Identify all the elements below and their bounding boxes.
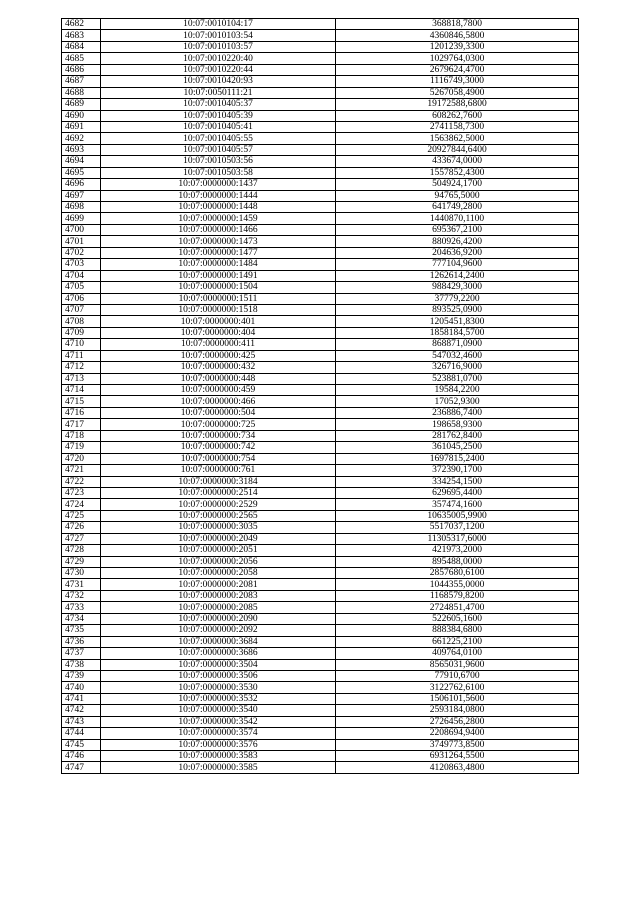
cadastral-value-cell: 661225,2100 — [336, 636, 579, 647]
cadastral-value-cell: 10635005,9900 — [336, 510, 579, 521]
row-number-cell: 4683 — [62, 30, 101, 41]
row-number-cell: 4694 — [62, 156, 101, 167]
cadastral-number-cell: 10:07:0000000:2056 — [101, 556, 336, 567]
cadastral-number-cell: 10:07:0000000:504 — [101, 407, 336, 418]
row-number-cell: 4742 — [62, 705, 101, 716]
row-number-cell: 4723 — [62, 487, 101, 498]
row-number-cell: 4696 — [62, 179, 101, 190]
row-number-cell: 4690 — [62, 110, 101, 121]
cadastral-value-cell: 11305317,6000 — [336, 533, 579, 544]
row-number-cell: 4692 — [62, 133, 101, 144]
table-row — [62, 510, 579, 521]
cadastral-number-cell: 10:07:0000000:2090 — [101, 613, 336, 624]
row-number-cell: 4684 — [62, 41, 101, 52]
cadastral-number-cell: 10:07:0000000:1448 — [101, 202, 336, 213]
table-row — [62, 213, 579, 224]
table-row — [62, 396, 579, 407]
cadastral-value-cell: 4120863,4800 — [336, 762, 579, 773]
cadastral-number-cell: 10:07:0010420:93 — [101, 76, 336, 87]
row-number-cell: 4688 — [62, 87, 101, 98]
table-row — [62, 167, 579, 178]
cadastral-number-cell: 10:07:0000000:2514 — [101, 487, 336, 498]
table-row — [62, 590, 579, 601]
cadastral-value-cell: 1116749,3000 — [336, 76, 579, 87]
row-number-cell: 4708 — [62, 316, 101, 327]
cadastral-value-cell: 608262,7600 — [336, 110, 579, 121]
cadastral-number-cell: 10:07:0010104:17 — [101, 19, 336, 30]
cadastral-value-cell: 3122762,6100 — [336, 682, 579, 693]
row-number-cell: 4734 — [62, 613, 101, 624]
cadastral-number-cell: 10:07:0000000:1444 — [101, 190, 336, 201]
cadastral-value-cell: 2593184,0800 — [336, 705, 579, 716]
row-number-cell: 4710 — [62, 339, 101, 350]
cadastral-value-cell: 5517037,1200 — [336, 522, 579, 533]
table-body — [62, 19, 579, 774]
table-row — [62, 19, 579, 30]
table-row — [62, 385, 579, 396]
table-row — [62, 156, 579, 167]
table-row — [62, 373, 579, 384]
table-row — [62, 224, 579, 235]
row-number-cell: 4719 — [62, 442, 101, 453]
cadastral-value-cell: 19172588,6800 — [336, 99, 579, 110]
table-row — [62, 282, 579, 293]
cadastral-number-cell: 10:07:0000000:1473 — [101, 236, 336, 247]
cadastral-number-cell: 10:07:0000000:411 — [101, 339, 336, 350]
cadastral-number-cell: 10:07:0010405:37 — [101, 99, 336, 110]
cadastral-value-cell: 523881,0700 — [336, 373, 579, 384]
row-number-cell: 4739 — [62, 670, 101, 681]
cadastral-value-cell: 1262614,2400 — [336, 270, 579, 281]
table-row — [62, 602, 579, 613]
cadastral-number-cell: 10:07:0000000:725 — [101, 419, 336, 430]
cadastral-number-cell: 10:07:0000000:2092 — [101, 625, 336, 636]
row-number-cell: 4718 — [62, 430, 101, 441]
cadastral-number-cell: 10:07:0000000:3574 — [101, 728, 336, 739]
cadastral-value-cell: 3749773,8500 — [336, 739, 579, 750]
row-number-cell: 4743 — [62, 716, 101, 727]
cadastral-value-cell: 204636,9200 — [336, 247, 579, 258]
cadastral-number-cell: 10:07:0000000:401 — [101, 316, 336, 327]
table-row — [62, 670, 579, 681]
cadastral-value-cell: 888384,6800 — [336, 625, 579, 636]
cadastral-number-cell: 10:07:0000000:466 — [101, 396, 336, 407]
row-number-cell: 4733 — [62, 602, 101, 613]
row-number-cell: 4691 — [62, 121, 101, 132]
cadastral-number-cell: 10:07:0000000:448 — [101, 373, 336, 384]
cadastral-number-cell: 10:07:0000000:761 — [101, 465, 336, 476]
row-number-cell: 4724 — [62, 499, 101, 510]
cadastral-number-cell: 10:07:0000000:2058 — [101, 568, 336, 579]
cadastral-value-cell: 2208694,9400 — [336, 728, 579, 739]
row-number-cell: 4703 — [62, 259, 101, 270]
cadastral-number-cell: 10:07:0010220:44 — [101, 64, 336, 75]
cadastral-value-cell: 94765,5000 — [336, 190, 579, 201]
cadastral-value-cell: 868871,0900 — [336, 339, 579, 350]
cadastral-number-cell: 10:07:0000000:1459 — [101, 213, 336, 224]
row-number-cell: 4728 — [62, 545, 101, 556]
cadastral-number-cell: 10:07:0010103:57 — [101, 41, 336, 52]
row-number-cell: 4730 — [62, 568, 101, 579]
table-row — [62, 316, 579, 327]
table-row — [62, 190, 579, 201]
table-row — [62, 625, 579, 636]
table-row — [62, 259, 579, 270]
cadastral-number-cell: 10:07:0000000:3686 — [101, 648, 336, 659]
cadastral-number-cell: 10:07:0000000:1518 — [101, 304, 336, 315]
table-row — [62, 87, 579, 98]
row-number-cell: 4700 — [62, 224, 101, 235]
table-row — [62, 568, 579, 579]
table-row — [62, 728, 579, 739]
cadastral-number-cell: 10:07:0000000:3532 — [101, 693, 336, 704]
cadastral-value-cell: 1029764,0300 — [336, 53, 579, 64]
table-row — [62, 339, 579, 350]
cadastral-value-cell: 1168579,8200 — [336, 590, 579, 601]
table-row — [62, 659, 579, 670]
table-row — [62, 636, 579, 647]
table-row — [62, 453, 579, 464]
cadastral-number-cell: 10:07:0050111:21 — [101, 87, 336, 98]
cadastral-number-cell: 10:07:0000000:1491 — [101, 270, 336, 281]
cadastral-number-cell: 10:07:0010220:40 — [101, 53, 336, 64]
cadastral-number-cell: 10:07:0000000:1511 — [101, 293, 336, 304]
row-number-cell: 4727 — [62, 533, 101, 544]
row-number-cell: 4738 — [62, 659, 101, 670]
cadastral-number-cell: 10:07:0000000:3585 — [101, 762, 336, 773]
table-row — [62, 545, 579, 556]
cadastral-value-cell: 895488,0000 — [336, 556, 579, 567]
table-row — [62, 419, 579, 430]
cadastral-value-cell: 629695,4400 — [336, 487, 579, 498]
cadastral-value-cell: 77910,6700 — [336, 670, 579, 681]
cadastral-value-cell: 2741158,7300 — [336, 121, 579, 132]
cadastral-number-cell: 10:07:0000000:2529 — [101, 499, 336, 510]
cadastral-value-cell: 19584,2200 — [336, 385, 579, 396]
row-number-cell: 4705 — [62, 282, 101, 293]
row-number-cell: 4717 — [62, 419, 101, 430]
table-row — [62, 705, 579, 716]
cadastral-number-cell: 10:07:0000000:1484 — [101, 259, 336, 270]
cadastral-number-cell: 10:07:0000000:404 — [101, 327, 336, 338]
cadastral-value-cell: 421973,2000 — [336, 545, 579, 556]
row-number-cell: 4737 — [62, 648, 101, 659]
cadastral-value-cell: 372390,1700 — [336, 465, 579, 476]
table-row — [62, 247, 579, 258]
cadastral-value-cell: 2679624,4700 — [336, 64, 579, 75]
table-row — [62, 144, 579, 155]
cadastral-number-cell: 10:07:0000000:3576 — [101, 739, 336, 750]
cadastral-number-cell: 10:07:0000000:432 — [101, 362, 336, 373]
table-row — [62, 476, 579, 487]
row-number-cell: 4702 — [62, 247, 101, 258]
cadastral-number-cell: 10:07:0000000:459 — [101, 385, 336, 396]
table-row — [62, 64, 579, 75]
cadastral-value-cell: 8565031,9600 — [336, 659, 579, 670]
cadastral-value-cell: 37779,2200 — [336, 293, 579, 304]
cadastral-value-cell: 1563862,5000 — [336, 133, 579, 144]
cadastral-value-cell: 1205451,8300 — [336, 316, 579, 327]
cadastral-value-cell: 880926,4200 — [336, 236, 579, 247]
table-row — [62, 739, 579, 750]
cadastral-number-cell: 10:07:0000000:734 — [101, 430, 336, 441]
row-number-cell: 4714 — [62, 385, 101, 396]
table-row — [62, 362, 579, 373]
table-row — [62, 613, 579, 624]
cadastral-value-cell: 522605,1600 — [336, 613, 579, 624]
cadastral-number-cell: 10:07:0000000:754 — [101, 453, 336, 464]
cadastral-value-cell: 893525,0900 — [336, 304, 579, 315]
cadastral-value-cell: 1697815,2400 — [336, 453, 579, 464]
cadastral-value-cell: 2857680,6100 — [336, 568, 579, 579]
table-row — [62, 304, 579, 315]
cadastral-number-cell: 10:07:0000000:3184 — [101, 476, 336, 487]
row-number-cell: 4720 — [62, 453, 101, 464]
row-number-cell: 4740 — [62, 682, 101, 693]
cadastral-value-cell: 236886,7400 — [336, 407, 579, 418]
cadastral-number-cell: 10:07:0000000:1504 — [101, 282, 336, 293]
cadastral-number-cell: 10:07:0010405:55 — [101, 133, 336, 144]
table-row — [62, 270, 579, 281]
cadastral-value-cell: 433674,0000 — [336, 156, 579, 167]
table-row — [62, 693, 579, 704]
table-row — [62, 499, 579, 510]
table-row — [62, 76, 579, 87]
row-number-cell: 4711 — [62, 350, 101, 361]
cadastral-value-cell: 2726456,2800 — [336, 716, 579, 727]
cadastral-value-cell: 334254,1500 — [336, 476, 579, 487]
cadastral-value-cell: 198658,9300 — [336, 419, 579, 430]
cadastral-number-cell: 10:07:0010103:54 — [101, 30, 336, 41]
cadastral-value-cell: 1858184,5700 — [336, 327, 579, 338]
cadastral-number-cell: 10:07:0000000:2565 — [101, 510, 336, 521]
row-number-cell: 4695 — [62, 167, 101, 178]
row-number-cell: 4732 — [62, 590, 101, 601]
row-number-cell: 4729 — [62, 556, 101, 567]
row-number-cell: 4697 — [62, 190, 101, 201]
row-number-cell: 4731 — [62, 579, 101, 590]
cadastral-number-cell: 10:07:0000000:3583 — [101, 751, 336, 762]
cadastral-value-cell: 2724851,4700 — [336, 602, 579, 613]
cadastral-number-cell: 10:07:0010405:57 — [101, 144, 336, 155]
row-number-cell: 4707 — [62, 304, 101, 315]
table-row — [62, 648, 579, 659]
cadastral-value-cell: 357474,1600 — [336, 499, 579, 510]
row-number-cell: 4736 — [62, 636, 101, 647]
cadastral-value-cell: 326716,9000 — [336, 362, 579, 373]
table-row — [62, 430, 579, 441]
row-number-cell: 4744 — [62, 728, 101, 739]
cadastral-number-cell: 10:07:0000000:3504 — [101, 659, 336, 670]
table-row — [62, 751, 579, 762]
cadastral-value-cell: 1506101,5600 — [336, 693, 579, 704]
row-number-cell: 4701 — [62, 236, 101, 247]
cadastral-number-cell: 10:07:0000000:1477 — [101, 247, 336, 258]
table-row — [62, 579, 579, 590]
cadastral-value-cell: 1557852,4300 — [336, 167, 579, 178]
cadastral-value-cell: 17052,9300 — [336, 396, 579, 407]
cadastral-number-cell: 10:07:0000000:2049 — [101, 533, 336, 544]
cadastral-value-cell: 641749,2800 — [336, 202, 579, 213]
row-number-cell: 4704 — [62, 270, 101, 281]
table-row — [62, 762, 579, 773]
table-row — [62, 533, 579, 544]
row-number-cell: 4746 — [62, 751, 101, 762]
table-row — [62, 556, 579, 567]
row-number-cell: 4689 — [62, 99, 101, 110]
table-row — [62, 30, 579, 41]
row-number-cell: 4685 — [62, 53, 101, 64]
row-number-cell: 4698 — [62, 202, 101, 213]
cadastral-number-cell: 10:07:0000000:1466 — [101, 224, 336, 235]
cadastral-number-cell: 10:07:0010405:41 — [101, 121, 336, 132]
row-number-cell: 4721 — [62, 465, 101, 476]
cadastral-number-cell: 10:07:0010405:39 — [101, 110, 336, 121]
row-number-cell: 4735 — [62, 625, 101, 636]
row-number-cell: 4741 — [62, 693, 101, 704]
cadastral-value-cell: 281762,8400 — [336, 430, 579, 441]
table-row — [62, 133, 579, 144]
row-number-cell: 4693 — [62, 144, 101, 155]
cadastral-number-cell: 10:07:0000000:3540 — [101, 705, 336, 716]
cadastral-number-cell: 10:07:0000000:2085 — [101, 602, 336, 613]
row-number-cell: 4712 — [62, 362, 101, 373]
cadastral-value-cell: 20927844,6400 — [336, 144, 579, 155]
table-row — [62, 522, 579, 533]
cadastral-number-cell: 10:07:0000000:3684 — [101, 636, 336, 647]
table-row — [62, 350, 579, 361]
cadastral-value-cell: 1044355,0000 — [336, 579, 579, 590]
table-row — [62, 202, 579, 213]
cadastral-number-cell: 10:07:0000000:425 — [101, 350, 336, 361]
row-number-cell: 4725 — [62, 510, 101, 521]
table-row — [62, 99, 579, 110]
row-number-cell: 4686 — [62, 64, 101, 75]
table-row — [62, 442, 579, 453]
table-row — [62, 327, 579, 338]
cadastral-value-cell: 4360846,5800 — [336, 30, 579, 41]
row-number-cell: 4706 — [62, 293, 101, 304]
cadastral-value-cell: 368818,7800 — [336, 19, 579, 30]
cadastral-number-cell: 10:07:0000000:2081 — [101, 579, 336, 590]
row-number-cell: 4682 — [62, 19, 101, 30]
cadastral-value-cell: 1201239,3300 — [336, 41, 579, 52]
cadastral-number-cell: 10:07:0010503:56 — [101, 156, 336, 167]
cadastral-number-cell: 10:07:0000000:742 — [101, 442, 336, 453]
table-row — [62, 716, 579, 727]
cadastral-value-cell: 504924,1700 — [336, 179, 579, 190]
row-number-cell: 4726 — [62, 522, 101, 533]
table-row — [62, 236, 579, 247]
row-number-cell: 4709 — [62, 327, 101, 338]
table-row — [62, 293, 579, 304]
row-number-cell: 4716 — [62, 407, 101, 418]
cadastral-value-cell: 695367,2100 — [336, 224, 579, 235]
cadastral-value-cell: 1440870,1100 — [336, 213, 579, 224]
cadastral-number-cell: 10:07:0000000:2051 — [101, 545, 336, 556]
table-row — [62, 682, 579, 693]
cadastral-value-cell: 777104,9600 — [336, 259, 579, 270]
table-row — [62, 179, 579, 190]
cadastral-number-cell: 10:07:0000000:3035 — [101, 522, 336, 533]
cadastral-value-cell: 6931264,5500 — [336, 751, 579, 762]
row-number-cell: 4747 — [62, 762, 101, 773]
cadastral-value-cell: 361045,2500 — [336, 442, 579, 453]
cadastral-number-cell: 10:07:0010503:58 — [101, 167, 336, 178]
cadastral-value-cell: 547032,4600 — [336, 350, 579, 361]
table-row — [62, 41, 579, 52]
table-row — [62, 121, 579, 132]
cadastral-number-cell: 10:07:0000000:1437 — [101, 179, 336, 190]
cadastral-number-cell: 10:07:0000000:3506 — [101, 670, 336, 681]
cadastral-value-cell: 5267058,4900 — [336, 87, 579, 98]
table-row — [62, 110, 579, 121]
cadastral-value-table — [61, 18, 579, 774]
cadastral-number-cell: 10:07:0000000:2083 — [101, 590, 336, 601]
row-number-cell: 4687 — [62, 76, 101, 87]
table-row — [62, 465, 579, 476]
row-number-cell: 4745 — [62, 739, 101, 750]
cadastral-number-cell: 10:07:0000000:3542 — [101, 716, 336, 727]
table-row — [62, 407, 579, 418]
table-row — [62, 53, 579, 64]
row-number-cell: 4722 — [62, 476, 101, 487]
table-row — [62, 487, 579, 498]
row-number-cell: 4699 — [62, 213, 101, 224]
cadastral-value-cell: 988429,3000 — [336, 282, 579, 293]
row-number-cell: 4715 — [62, 396, 101, 407]
cadastral-value-cell: 409764,0100 — [336, 648, 579, 659]
row-number-cell: 4713 — [62, 373, 101, 384]
cadastral-number-cell: 10:07:0000000:3530 — [101, 682, 336, 693]
